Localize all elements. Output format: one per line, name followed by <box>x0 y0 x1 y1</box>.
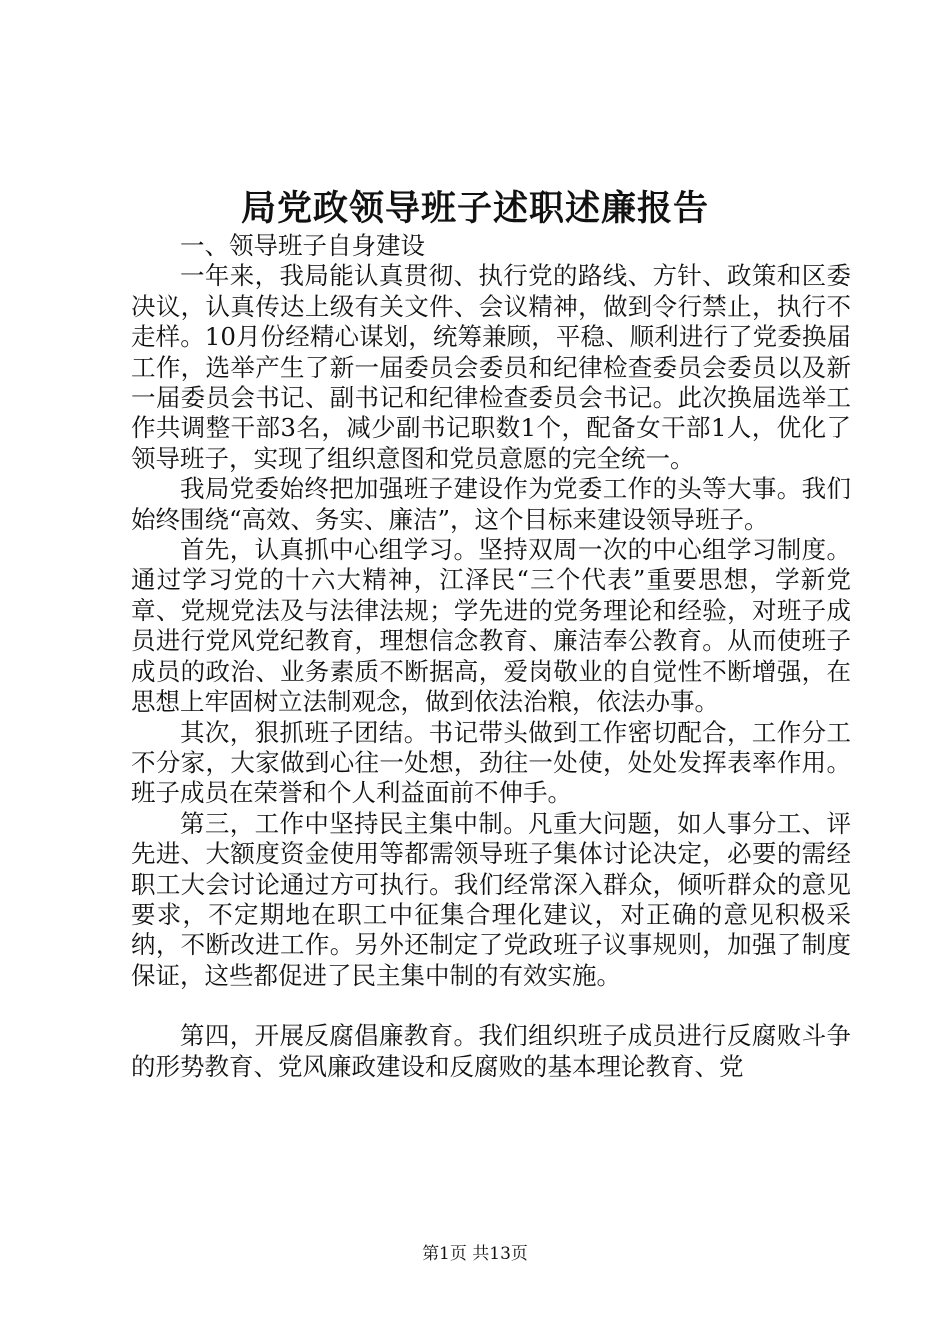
body-paragraph: 我局党委始终把加强班子建设作为党委工作的头等大事。我们始终围绕“高效、务实、廉洁”，这个目标来建设领导班子。 <box>131 474 851 534</box>
page-footer: 第1页 共13页 <box>422 1244 528 1264</box>
body-paragraph: 其次，狠抓班子团结。书记带头做到工作密切配合，工作分工不分家，大家做到心往一处想，劲往一处使，处处发挥表率作用。班子成员在荣誉和个人利益面前不伸手。 <box>131 717 851 808</box>
document-body <box>131 231 851 1082</box>
body-paragraph: 第三，工作中坚持民主集中制。凡重大问题，如人事分工、评先进、大额度资金使用等都需领导班子集体讨论决定，必要的需经职工大会讨论通过方可执行。我们经常深入群众，倾听群众的意见要求，不定期地在职工中征集合理化建议，对正确的意见积极采纳，不断改进工作。另外还制定了党政班子议事规则，加强了制度保证，这些都促进了民主集中制的有效实施。 <box>131 808 851 990</box>
section-heading: 一、领导班子自身建设 <box>180 231 425 260</box>
document-title: 局党政领导班子述职述廉报告 <box>240 188 709 229</box>
body-paragraph: 首先，认真抓中心组学习。坚持双周一次的中心组学习制度。通过学习党的十六大精神，江泽民“三个代表”重要思想，学新党章、党规党法及与法律法规；学先进的党务理论和经验，对班子成员进行党风党纪教育，理想信念教育、廉洁奉公教育。从而使班子成员的政治、业务素质不断据高，爱岗敬业的自觉性不断增强，在思想上牢固树立法制观念，做到依法治粮，依法办事。 <box>131 535 851 717</box>
body-paragraph: 一年来，我局能认真贯彻、执行党的路线、方针、政策和区委决议，认真传达上级有关文件、会议精神，做到令行禁止，执行不走样。10月份经精心谋划，统筹兼顾，平稳、顺利进行了党委换届工作，选举产生了新一届委员会委员和纪律检查委员会委员以及新一届委员会书记、副书记和纪律检查委员会书记。此次换届选举工作共调整干部3名，减少副书记职数1个，配备女干部1人，优化了领导班子，实现了组织意图和党员意愿的完全统一。 <box>131 261 851 473</box>
body-paragraph: 第四，开展反腐倡廉教育。我们组织班子成员进行反腐败斗争的形势教育、党风廉政建设和反腐败的基本理论教育、党 <box>131 1021 851 1081</box>
